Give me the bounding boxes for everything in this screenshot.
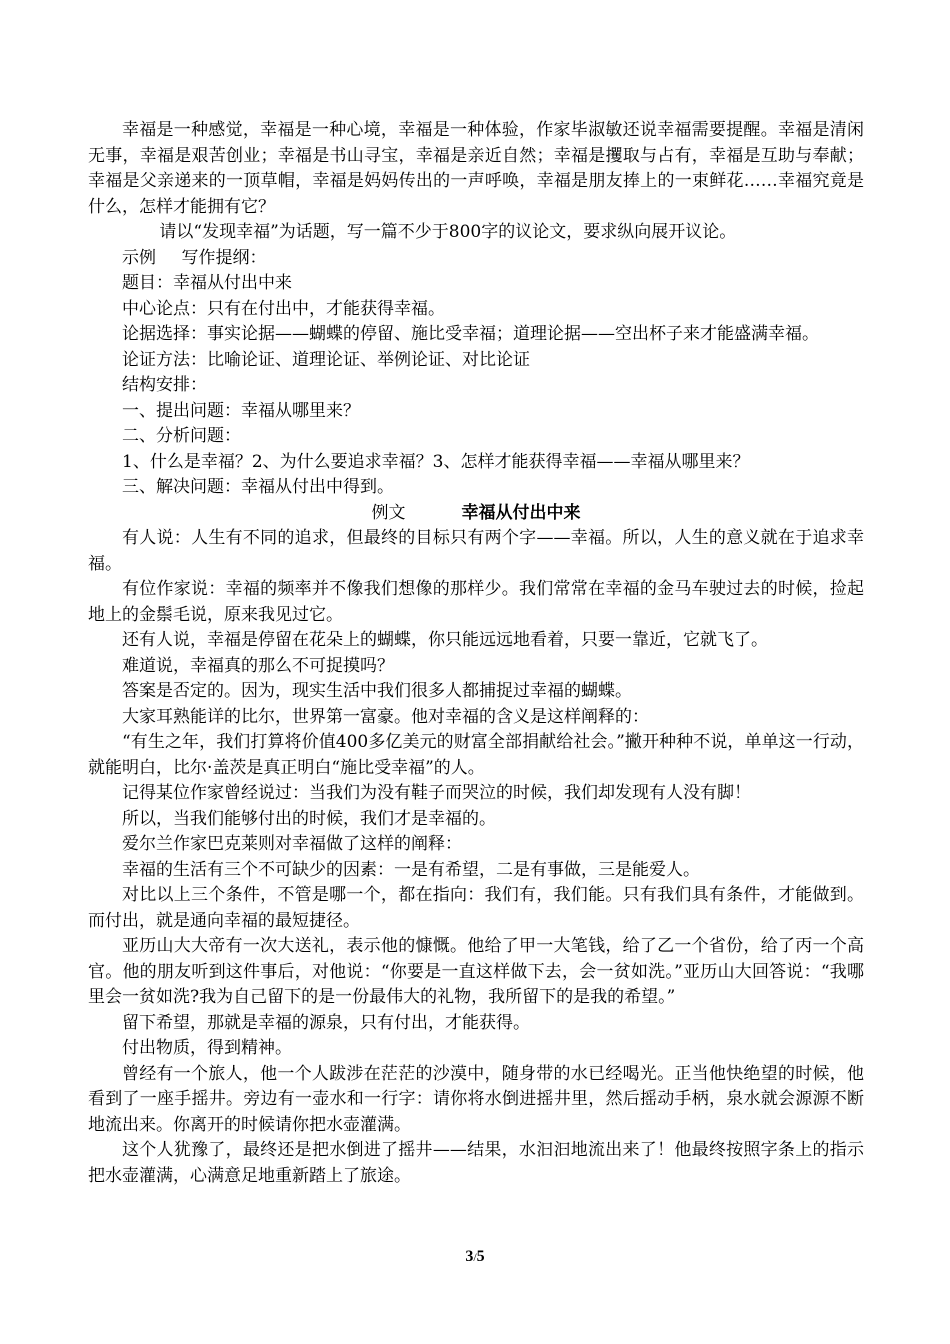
example-label: 示例 (122, 247, 156, 268)
document-body (88, 118, 864, 1189)
outline-label: 写作提纲： (181, 247, 267, 268)
page-separator: / (473, 1250, 477, 1264)
outline-step-1: 一、提出问题：幸福从哪里来？ (122, 400, 360, 421)
essay-paragraph: 这个人犹豫了，最终还是把水倒进了摇井——结果，水汩汩地流出来了！他最终按照字条上的指示把水壶灌满，心满意足地重新踏上了旅途。 (88, 1140, 864, 1186)
current-page: 3 (465, 1248, 474, 1265)
intro-paragraph: 幸福是一种感觉，幸福是一种心境，幸福是一种体验，作家毕淑敏还说幸福需要提醒。幸福是清闲无事，幸福是艰苦创业；幸福是书山寻宝，幸福是亲近自然；幸福是攫取与占有，幸福是互助与奉献；幸福是父亲递来的一顶草帽，幸福是妈妈传出的一声呼唤，幸福是朋友捧上的一束鲜花……幸福究竟是什么，怎样才能拥有它？ (88, 120, 864, 217)
essay-paragraph: 留下希望，那就是幸福的源泉，只有付出，才能获得。 (122, 1012, 530, 1033)
essay-paragraph: “有生之年，我们打算将价值400多亿美元的财富全部捐献给社会。”撇开种种不说，单单这一行动，就能明白，比尔·盖茨是真正明白“施比受幸福”的人。 (88, 732, 864, 778)
outline-thesis: 中心论点：只有在付出中，才能获得幸福。 (122, 298, 445, 319)
essay-paragraph: 有位作家说：幸福的频率并不像我们想像的那样少。我们常常在幸福的金马车驶过去的时候，捡起地上的金鬃毛说，原来我见过它。 (88, 579, 864, 625)
essay-paragraph: 大家耳熟能详的比尔，世界第一富豪。他对幸福的含义是这样阐释的： (122, 706, 649, 727)
essay-paragraph: 难道说，幸福真的那么不可捉摸吗？ (122, 655, 394, 676)
essay-paragraph: 付出物质，得到精神。 (122, 1038, 292, 1058)
total-pages: 5 (476, 1248, 485, 1265)
essay-paragraph: 所以，当我们能够付出的时候，我们才是幸福的。 (122, 808, 496, 829)
essay-paragraph: 对比以上三个条件，不管是哪一个，都在指向：我们有，我们能。只有我们具有条件，才能做到。而付出，就是通向幸福的最短捷径。 (88, 885, 864, 931)
outline-methods: 论证方法：比喻论证、道理论证、举例论证、对比论证 (122, 349, 530, 370)
outline-step-2-detail: 1、什么是幸福？2、为什么要追求幸福？3、怎样才能获得幸福——幸福从哪里来？ (122, 451, 750, 472)
outline-structure: 结构安排： (122, 375, 207, 395)
prompt-paragraph: 请以“发现幸福”为话题，写一篇不少于800字的议论文，要求纵向展开议论。 (159, 222, 737, 242)
essay-paragraph: 答案是否定的。因为，现实生活中我们很多人都捕捉过幸福的蝴蝶。 (122, 681, 632, 701)
essay-paragraph: 记得某位作家曾经说过：当我们为没有鞋子而哭泣的时候，我们却发现有人没有脚！ (122, 783, 751, 803)
essay-label: 例文 (371, 502, 406, 523)
outline-header (88, 246, 864, 272)
essay-title: 幸福从付出中来 (461, 502, 581, 523)
essay-paragraph: 幸福的生活有三个不可缺少的因素：一是有希望，二是有事做，三是能爱人。 (122, 859, 700, 880)
outline-title: 题目：幸福从付出中来 (122, 273, 292, 293)
outline-step-2: 二、分析问题： (122, 426, 241, 446)
outline-evidence: 论据选择：事实论据——蝴蝶的停留、施比受幸福；道理论据——空出杯子来才能盛满幸福。 (122, 324, 819, 344)
essay-paragraph: 曾经有一个旅人，他一个人跋涉在茫茫的沙漠中，随身带的水已经喝光。正当他快绝望的时候，他看到了一座手摇井。旁边有一壶水和一行字：请你将水倒进摇井里，然后摇动手柄，泉水就会源源不断地流出来。你离开的时候请你把水壶灌满。 (88, 1063, 864, 1135)
outline-step-3: 三、解决问题：幸福从付出中得到。 (122, 477, 394, 497)
essay-title-line (88, 501, 864, 527)
essay-paragraph: 亚历山大大帝有一次大送礼，表示他的慷慨。他给了甲一大笔钱，给了乙一个省份，给了丙一个高官。他的朋友听到这件事后，对他说：“你要是一直这样做下去，会一贫如洗。”亚历山大回答说：“我哪里会一贫如洗?我为自己留下的是一份最伟大的礼物，我所留下的是我的希望。” (88, 936, 864, 1007)
essay-paragraph: 有人说：人生有不同的追求，但最终的目标只有两个字——幸福。所以，人生的意义就在于追求幸福。 (88, 528, 864, 574)
essay-paragraph: 爱尔兰作家巴克莱则对幸福做了这样的阐释： (122, 834, 462, 854)
essay-body (88, 526, 864, 1189)
page-number (0, 1248, 950, 1266)
essay-paragraph: 还有人说，幸福是停留在花朵上的蝴蝶，你只能远远地看着，只要一靠近，它就飞了。 (122, 630, 768, 650)
